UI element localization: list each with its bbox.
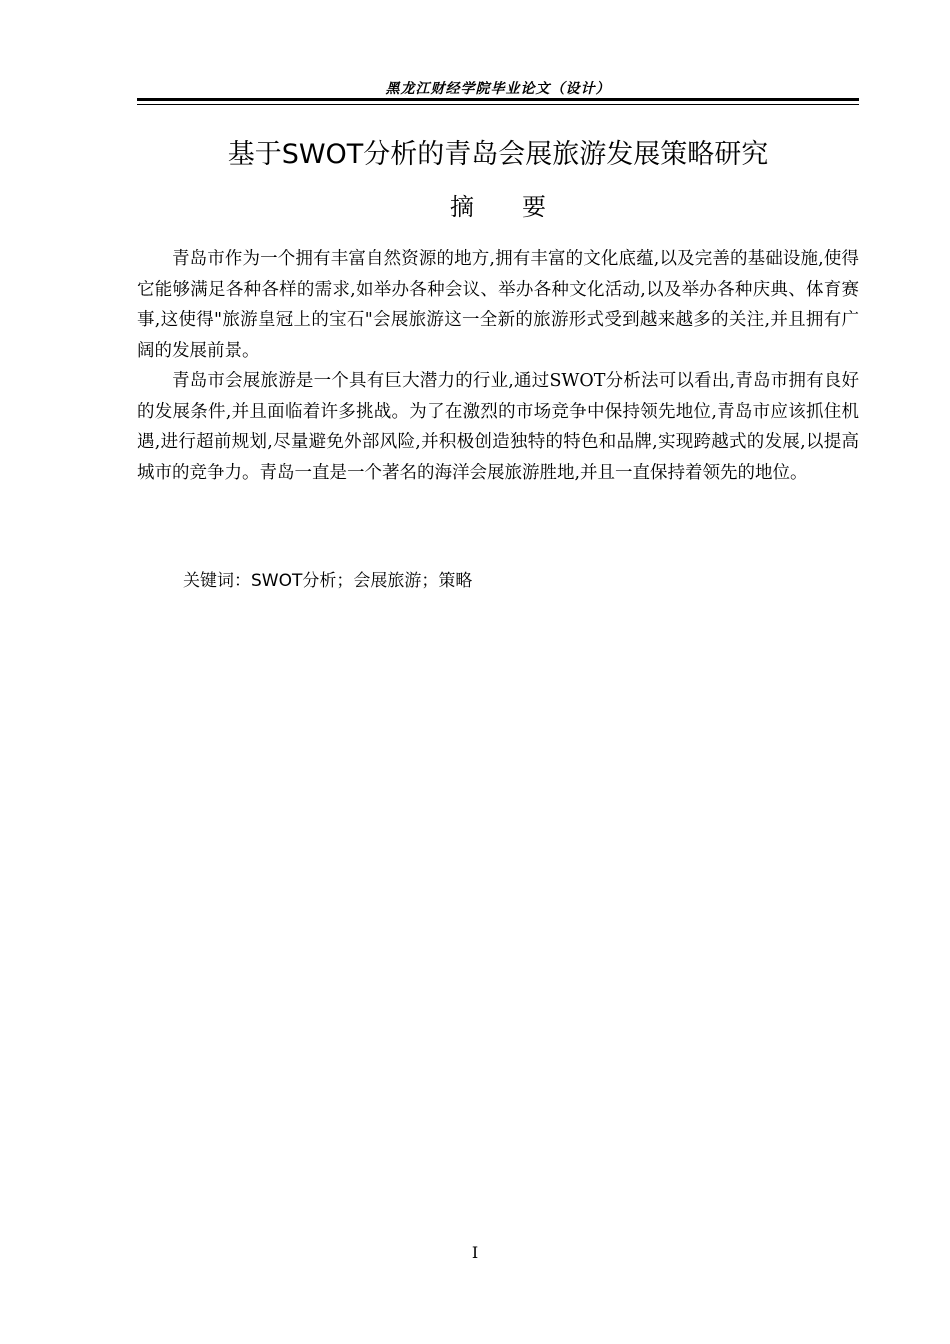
keywords-line: 关键词：SWOT分析；会展旅游；策略 bbox=[183, 571, 473, 591]
header-divider-thin bbox=[137, 104, 859, 105]
page-number: I bbox=[471, 1243, 479, 1262]
abstract-heading: 摘 要 bbox=[450, 193, 546, 221]
abstract-paragraph-2: 青岛市会展旅游是一个具有巨大潜力的行业,通过SWOT分析法可以看出,青岛市拥有良好的发展条件,并且面临着许多挑战。为了在激烈的市场竞争中保持领先地位,青岛市应该抓住机遇,进行超前规划,尽量避免外部风险,并积极创造独特的特色和品牌,实现跨越式的发展,以提高城市的竞争力。青岛一直是一个著名的海洋会展旅游胜地,并且一直保持着领先的地位。 bbox=[137, 371, 859, 483]
abstract-body bbox=[137, 244, 859, 488]
header-divider-thick bbox=[137, 98, 859, 101]
thesis-title: 基于SWOT分析的青岛会展旅游发展策略研究 bbox=[227, 139, 769, 170]
abstract-paragraph-1: 青岛市作为一个拥有丰富自然资源的地方,拥有丰富的文化底蕴,以及完善的基础设施,使得它能够满足各种各样的需求,如举办各种会议、举办各种文化活动,以及举办各种庆典、体育赛事,这使得"旅游皇冠上的宝石"会展旅游这一全新的旅游形式受到越来越多的关注,并且拥有广阔的发展前景。 bbox=[137, 249, 859, 361]
running-header: 黑龙江财经学院毕业论文（设计） bbox=[385, 81, 611, 97]
